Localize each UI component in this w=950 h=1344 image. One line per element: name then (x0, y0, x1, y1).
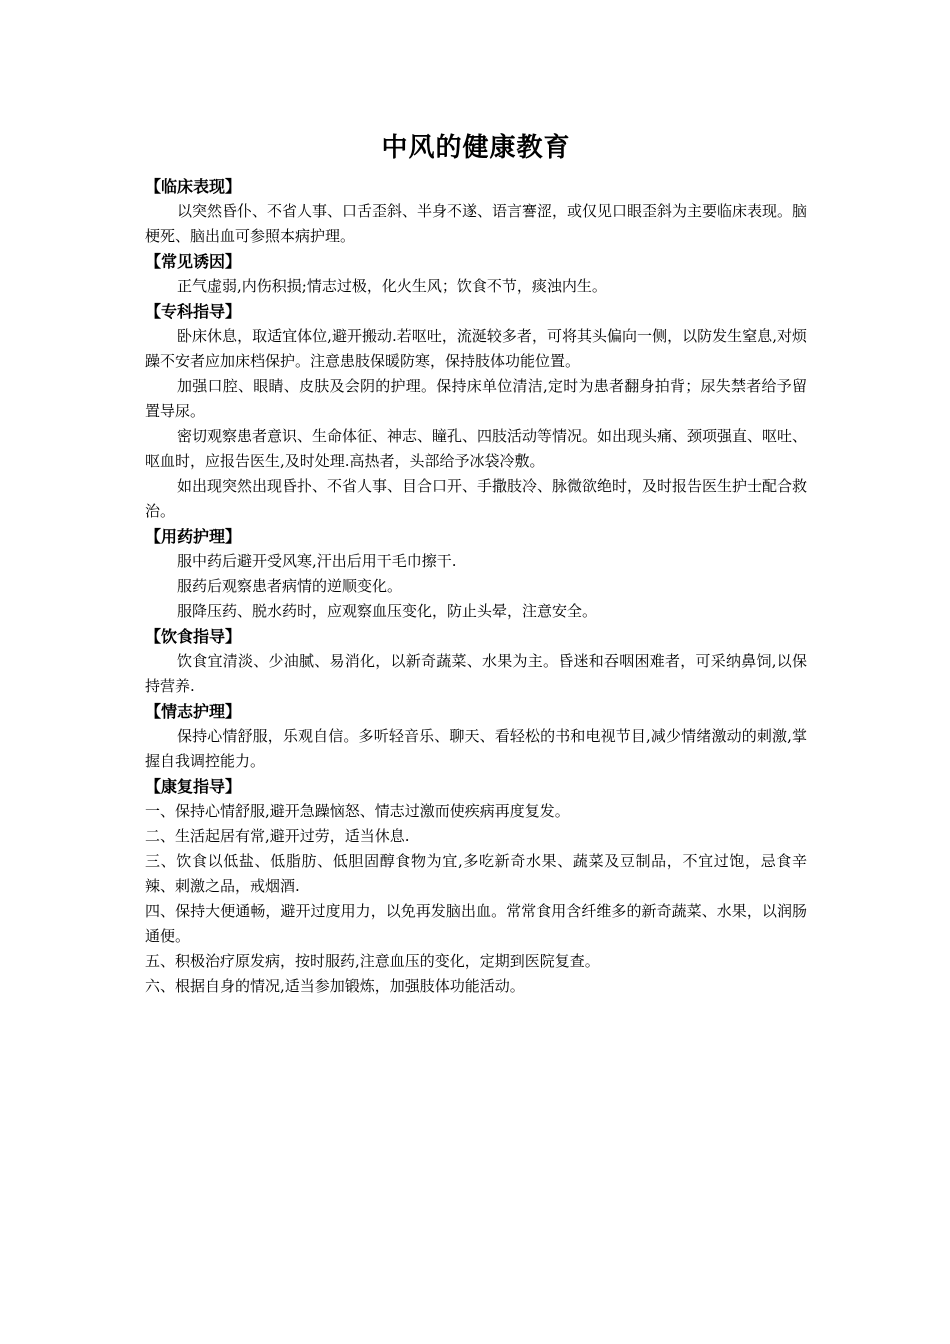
paragraph: 服药后观察患者病情的逆顺变化。 (177, 577, 403, 595)
list-item: 二、生活起居有常,避开过劳，适当休息. (145, 827, 410, 845)
paragraph: 密切观察患者意识、生命体征、神志、瞳孔、四肢活动等情况。如出现头痛、颈项强直、呕吐、呕血时，应报告医生,及时处理.高热者，头部给予冰袋冷敷。 (145, 427, 808, 470)
section-heading: 【常见诱因】 (145, 252, 242, 271)
list-item: 六、根据自身的情况,适当参加锻炼，加强肢体功能活动。 (145, 977, 525, 995)
document-title: 中风的健康教育 (381, 133, 571, 163)
list-item: 五、积极治疗原发病，按时服药,注意血压的变化，定期到医院复查。 (145, 952, 600, 970)
paragraph: 饮食宜清淡、少油腻、易消化，以新奇蔬菜、水果为主。昏迷和吞咽困难者，可采纳鼻饲,以保持营养. (145, 652, 807, 695)
paragraph: 正气虚弱,内伤积损;情志过极，化火生风；饮食不节，痰浊内生。 (177, 277, 607, 295)
section-clinical (145, 174, 807, 249)
section-heading: 【用药护理】 (145, 527, 242, 546)
section-medication (145, 524, 807, 624)
section-heading: 【专科指导】 (145, 302, 242, 321)
section-heading: 【临床表现】 (145, 177, 242, 196)
section-heading: 【康复指导】 (145, 777, 242, 796)
section-rehab (145, 774, 807, 999)
list-item: 三、饮食以低盐、低脂肪、低胆固醇食物为宜,多吃新奇水果、蔬菜及豆制品，不宜过饱，忌食辛辣、刺激之品，戒烟酒. (145, 852, 807, 895)
section-emotion (145, 699, 807, 774)
section-diet (145, 624, 807, 699)
list-item: 四、保持大便通畅，避开过度用力，以免再发脑出血。常常食用含纤维多的新奇蔬菜、水果，以润肠通便。 (145, 902, 807, 945)
paragraph: 服降压药、脱水药时，应观察血压变化，防止头晕，注意安全。 (177, 602, 598, 620)
list-item: 一、保持心情舒服,避开急躁恼怒、情志过激而使疾病再度复发。 (145, 802, 570, 820)
paragraph: 卧床休息，取适宜体位,避开搬动.若呕吐，流涎较多者，可将其头偏向一侧，以防发生窒息,对烦躁不安者应加床档保护。注意患肢保暖防寒，保持肢体功能位置。 (145, 327, 807, 370)
paragraph: 如出现突然出现昏扑、不省人事、目合口开、手撒肢冷、脉微欲绝时，及时报告医生护士配合救治。 (145, 477, 808, 520)
paragraph: 保持心情舒服，乐观自信。多听轻音乐、聊天、看轻松的书和电视节目,减少情绪激动的刺激,掌握自我调控能力。 (145, 727, 807, 770)
section-heading: 【情志护理】 (145, 702, 242, 721)
section-specialist (145, 299, 807, 524)
paragraph: 服中药后避开受风寒,汗出后用干毛巾擦干. (177, 552, 457, 570)
paragraph: 以突然昏仆、不省人事、口舌歪斜、半身不遂、语言謇涩，或仅见口眼歪斜为主要临床表现。脑梗死、脑出血可参照本病护理。 (145, 202, 808, 245)
paragraph: 加强口腔、眼睛、皮肤及会阴的护理。保持床单位清洁,定时为患者翻身拍背；尿失禁者给予留置导尿。 (145, 377, 807, 420)
section-causes (145, 249, 807, 299)
document-page (145, 128, 807, 999)
section-heading: 【饮食指导】 (145, 627, 242, 646)
